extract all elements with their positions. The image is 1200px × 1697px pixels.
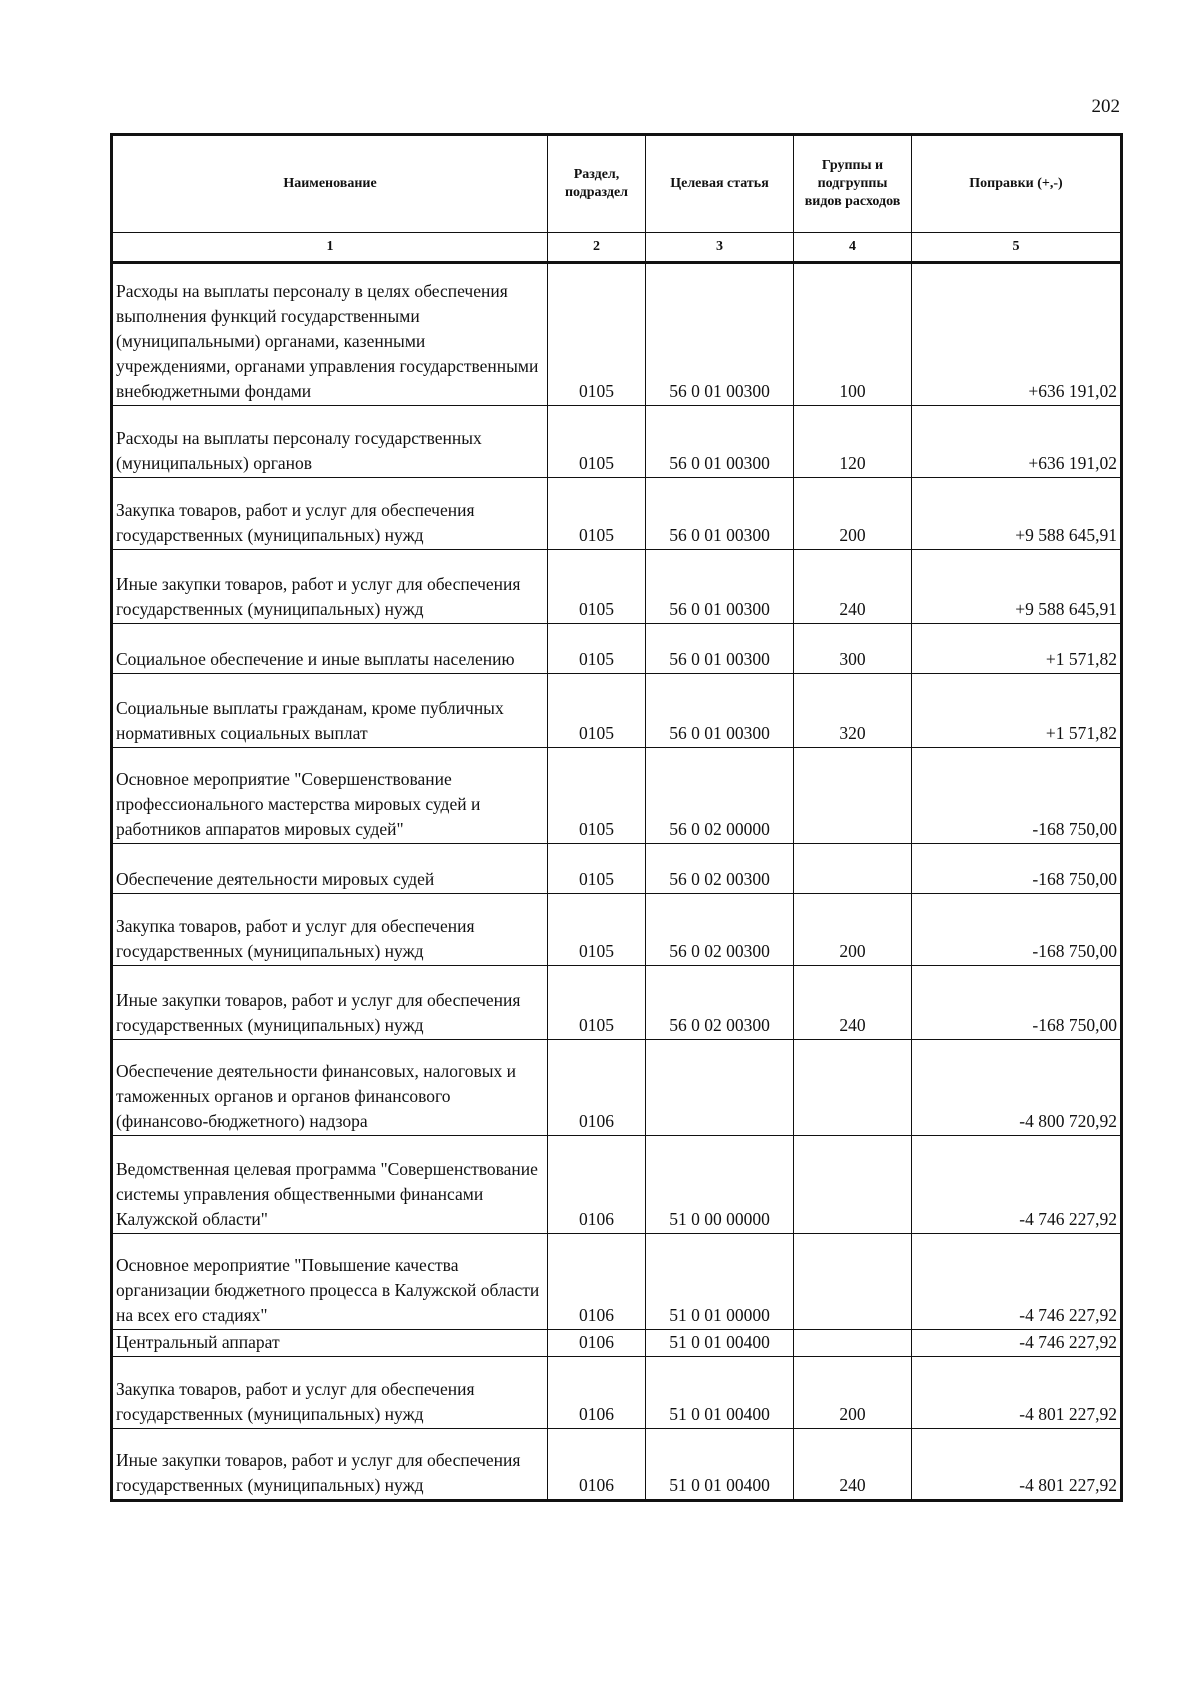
row-expense-group: 240 xyxy=(794,550,912,624)
table-row xyxy=(112,1357,1122,1429)
row-target-article: 51 0 01 00400 xyxy=(646,1330,794,1357)
budget-amendments-table xyxy=(110,133,1123,1502)
row-expense-group xyxy=(794,748,912,844)
row-section-code: 0105 xyxy=(548,624,646,674)
row-name: Центральный аппарат xyxy=(112,1330,548,1357)
row-expense-group xyxy=(794,1330,912,1357)
row-expense-group xyxy=(794,1136,912,1234)
table-row xyxy=(112,748,1122,844)
table-row xyxy=(112,1330,1122,1357)
table-row xyxy=(112,1429,1122,1501)
row-section-code: 0105 xyxy=(548,894,646,966)
row-target-article: 56 0 01 00300 xyxy=(646,624,794,674)
row-section-code: 0105 xyxy=(548,748,646,844)
row-section-code: 0106 xyxy=(548,1357,646,1429)
row-target-article: 56 0 02 00300 xyxy=(646,966,794,1040)
row-amendment-amount: -168 750,00 xyxy=(912,844,1122,894)
column-number-row xyxy=(112,233,1122,263)
row-name: Иные закупки товаров, работ и услуг для обеспечения государственных (муниципальных) нужд xyxy=(112,1429,548,1501)
row-section-code: 0105 xyxy=(548,674,646,748)
row-name: Основное мероприятие "Повышение качества организации бюджетного процесса в Калужской области на всех его стадиях" xyxy=(112,1234,548,1330)
column-number: 4 xyxy=(794,233,912,263)
row-target-article: 51 0 01 00000 xyxy=(646,1234,794,1330)
row-target-article: 56 0 02 00300 xyxy=(646,894,794,966)
row-amendment-amount: -168 750,00 xyxy=(912,748,1122,844)
row-target-article: 56 0 01 00300 xyxy=(646,406,794,478)
row-amendment-amount: +1 571,82 xyxy=(912,674,1122,748)
row-name: Обеспечение деятельности финансовых, налоговых и таможенных органов и органов финансового (финансово-бюджетного) надзора xyxy=(112,1040,548,1136)
table-row xyxy=(112,624,1122,674)
row-section-code: 0105 xyxy=(548,844,646,894)
row-section-code: 0106 xyxy=(548,1429,646,1501)
row-section-code: 0105 xyxy=(548,966,646,1040)
table-row xyxy=(112,406,1122,478)
table-row xyxy=(112,550,1122,624)
table-row xyxy=(112,844,1122,894)
header-row xyxy=(112,135,1122,233)
row-name: Закупка товаров, работ и услуг для обеспечения государственных (муниципальных) нужд xyxy=(112,478,548,550)
row-name: Основное мероприятие "Совершенствование профессионального мастерства мировых судей и работников аппаратов мировых судей" xyxy=(112,748,548,844)
row-name: Закупка товаров, работ и услуг для обеспечения государственных (муниципальных) нужд xyxy=(112,894,548,966)
row-expense-group: 320 xyxy=(794,674,912,748)
row-expense-group: 120 xyxy=(794,406,912,478)
row-name: Расходы на выплаты персоналу государственных (муниципальных) органов xyxy=(112,406,548,478)
row-amendment-amount: -4 800 720,92 xyxy=(912,1040,1122,1136)
table-row xyxy=(112,966,1122,1040)
row-amendment-amount: +636 191,02 xyxy=(912,406,1122,478)
row-expense-group xyxy=(794,1040,912,1136)
header-target: Целевая статья xyxy=(646,135,794,233)
page-number: 202 xyxy=(1091,96,1120,117)
row-target-article xyxy=(646,1040,794,1136)
row-section-code: 0105 xyxy=(548,550,646,624)
column-number: 1 xyxy=(112,233,548,263)
row-section-code: 0106 xyxy=(548,1330,646,1357)
row-name: Расходы на выплаты персоналу в целях обеспечения выполнения функций государственными (муниципальными) органами, казенными учреждениями, органами управления государственными внебюджетными фондами xyxy=(112,263,548,406)
row-name: Социальные выплаты гражданам, кроме публичных нормативных социальных выплат xyxy=(112,674,548,748)
header-groups: Группы и подгруппы видов расходов xyxy=(794,135,912,233)
row-amendment-amount: +9 588 645,91 xyxy=(912,478,1122,550)
row-section-code: 0106 xyxy=(548,1136,646,1234)
row-expense-group: 240 xyxy=(794,1429,912,1501)
table-row xyxy=(112,478,1122,550)
row-name: Закупка товаров, работ и услуг для обеспечения государственных (муниципальных) нужд xyxy=(112,1357,548,1429)
row-amendment-amount: +9 588 645,91 xyxy=(912,550,1122,624)
row-expense-group: 300 xyxy=(794,624,912,674)
table-row xyxy=(112,1234,1122,1330)
row-name: Обеспечение деятельности мировых судей xyxy=(112,844,548,894)
row-amendment-amount: -4 746 227,92 xyxy=(912,1136,1122,1234)
table-row xyxy=(112,1040,1122,1136)
row-expense-group: 200 xyxy=(794,478,912,550)
row-section-code: 0106 xyxy=(548,1040,646,1136)
table-row xyxy=(112,674,1122,748)
row-target-article: 56 0 01 00300 xyxy=(646,478,794,550)
row-amendment-amount: +636 191,02 xyxy=(912,263,1122,406)
row-amendment-amount: -4 801 227,92 xyxy=(912,1429,1122,1501)
row-target-article: 51 0 00 00000 xyxy=(646,1136,794,1234)
row-section-code: 0105 xyxy=(548,406,646,478)
row-expense-group: 200 xyxy=(794,1357,912,1429)
table-row xyxy=(112,263,1122,406)
row-expense-group xyxy=(794,1234,912,1330)
row-amendment-amount: +1 571,82 xyxy=(912,624,1122,674)
row-amendment-amount: -4 746 227,92 xyxy=(912,1234,1122,1330)
row-amendment-amount: -4 746 227,92 xyxy=(912,1330,1122,1357)
row-name: Иные закупки товаров, работ и услуг для обеспечения государственных (муниципальных) нужд xyxy=(112,966,548,1040)
row-name: Ведомственная целевая программа "Совершенствование системы управления общественными финансами Калужской области" xyxy=(112,1136,548,1234)
row-target-article: 56 0 01 00300 xyxy=(646,674,794,748)
row-amendment-amount: -168 750,00 xyxy=(912,966,1122,1040)
header-name: Наименование xyxy=(112,135,548,233)
table-row xyxy=(112,894,1122,966)
row-target-article: 56 0 01 00300 xyxy=(646,550,794,624)
row-expense-group xyxy=(794,844,912,894)
column-number: 3 xyxy=(646,233,794,263)
row-expense-group: 200 xyxy=(794,894,912,966)
header-section: Раздел, подраздел xyxy=(548,135,646,233)
row-amendment-amount: -168 750,00 xyxy=(912,894,1122,966)
row-section-code: 0105 xyxy=(548,263,646,406)
row-target-article: 56 0 01 00300 xyxy=(646,263,794,406)
row-expense-group: 240 xyxy=(794,966,912,1040)
row-target-article: 51 0 01 00400 xyxy=(646,1357,794,1429)
table-body xyxy=(112,263,1122,1501)
column-number: 2 xyxy=(548,233,646,263)
row-target-article: 56 0 02 00000 xyxy=(646,748,794,844)
row-section-code: 0106 xyxy=(548,1234,646,1330)
column-number: 5 xyxy=(912,233,1122,263)
row-expense-group: 100 xyxy=(794,263,912,406)
row-name: Социальное обеспечение и иные выплаты населению xyxy=(112,624,548,674)
row-amendment-amount: -4 801 227,92 xyxy=(912,1357,1122,1429)
row-target-article: 56 0 02 00300 xyxy=(646,844,794,894)
row-name: Иные закупки товаров, работ и услуг для обеспечения государственных (муниципальных) нужд xyxy=(112,550,548,624)
header-amendments: Поправки (+,-) xyxy=(912,135,1122,233)
table-row xyxy=(112,1136,1122,1234)
row-section-code: 0105 xyxy=(548,478,646,550)
row-target-article: 51 0 01 00400 xyxy=(646,1429,794,1501)
